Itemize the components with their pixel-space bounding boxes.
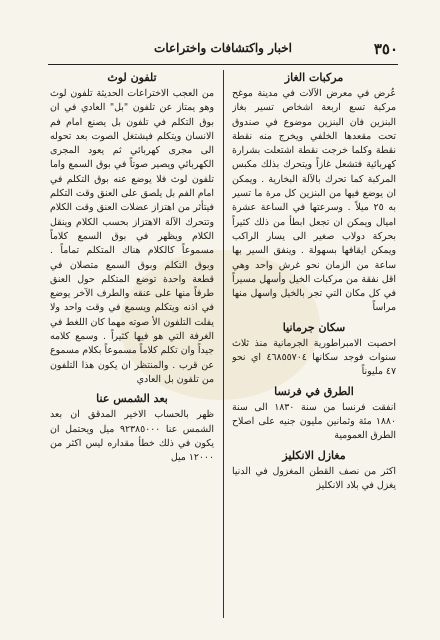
article-title: الطرق في فرنسا bbox=[274, 384, 354, 398]
left-column bbox=[50, 70, 214, 620]
article-gas-vehicles bbox=[232, 70, 396, 316]
article-body: ظهر بالحساب الاخير المدقق ان بعد الشمس عنا ٩٢٣٨٥٠٠٠ ميل ويحتمل ان يكون في ذلك خطأ مقداره ليس اكثر من ١٢٠٠٠ ميل bbox=[50, 409, 214, 464]
article-body: احصيت الامبراطورية الجرمانية منذ ثلاث سنوات فوجد سكانها ٤٦٨٥٥٧٠٤ اي نحو ٤٧ مليوناً bbox=[232, 337, 396, 378]
article-body: اكثر من نصف القطن المغزول في الدنيا يغزل في بلاد الانكليز bbox=[232, 465, 396, 491]
page-header bbox=[48, 40, 398, 60]
article-body: من العجب الاختراعات الحديثة تلفون لوث وهو يمتاز عن تلفون "بل" العادي في ان بوق التكلم في تلفون بل يصنع امام فم الانسان ويتكلم فيشتغل الصوت بعد تحوله الى مجرى كهربائي ثم يعود المجرى الكهربائي ويصير صوتاً في بوق السمع واما تلفون لوث فلا يوضع عنه بوق التكلم في امام الفم بل يلصق على العنق وقت التكلم فيتأثر من اهتزاز عضلات العنق وقت الكلام وتتحرك الآلة الاهتزاز بحسب الكلام وينقل الكلام ويظهر في بوق السمع كلاماً مسموعاً كالكلام هناك المتكلم تماماً . وبوق التكلم وبوق السمع متصلان في قطعة واحدة توضع المتكلم حول العنق طرفاً منها على عنقه والطرف الآخر يوضع في اذنه ويتكلم ويسمع في وقت واحد ولا يفلت التلفون الأ صوته مهما كان اللغط في الغرفة التي هو فيها كثيراً . وسمع كلامه جيداً وان تكلم كلاماً مسموعاً بكلام مسموع عن قرب . والمنتظر ان يكون هذا التلفون من تلفون بل العادي bbox=[50, 88, 214, 385]
article-english-spindles bbox=[232, 448, 396, 494]
article-sun-distance bbox=[50, 391, 214, 465]
article-body: انفقت فرنسا من سنة ١٨٣٠ الى سنة ١٨٨٠ مئة وثمانين مليون جنيه على اصلاح الطرق العمومية bbox=[232, 401, 396, 442]
article-title: بعد الشمس عنا bbox=[96, 392, 168, 406]
article-body: عُرض في معرض الآلات في مدينة موغح مركبة تسع اربعة اشخاص تسير بغاز البنزين فان البنزين موضوع في صندوق تحت مقعدها الخلفي ويخرج منه نقطة نقطة وكلما خرجت نقطة اشتعلت بشرارة كهربائية فتشعل غازاً ويتحرك بذلك مكبس المركبة كما تحرك بالآلة البخارية . ويمكن ان يوضع فيها من البنزين كل مرة ما تسير به ٢٥ ميلاً . وسرعتها في الساعة عشرة اميال ويمكن ان تجعل ابطأ من ذلك كثيراً بحركة دولاب صغير الى يسار الراكب ويمكن ايقافها بسهولة . وينفق السير بها ساعة من الزمان نحو غرش واحد وهي اقل نفقة من مركبات الخيل وأسهل مسيراً في كل مكان التي تجر بالخيل واسهل منها مراساً bbox=[232, 88, 396, 314]
article-germany-population bbox=[232, 320, 396, 380]
article-loth-telephone bbox=[50, 70, 214, 387]
article-title: سكان جرمانيا bbox=[282, 320, 346, 334]
header-rule bbox=[48, 64, 398, 65]
running-title: اخبار واكتشافات واختراعات bbox=[154, 41, 292, 55]
article-france-roads bbox=[232, 384, 396, 444]
column-divider bbox=[223, 70, 224, 618]
article-title: مركبات الغاز bbox=[284, 71, 344, 84]
right-column bbox=[232, 70, 396, 620]
article-title: مغازل الانكليز bbox=[282, 448, 346, 462]
page-number: ٣٥٠ bbox=[373, 40, 398, 58]
article-title: تلفون لوث bbox=[107, 71, 157, 84]
